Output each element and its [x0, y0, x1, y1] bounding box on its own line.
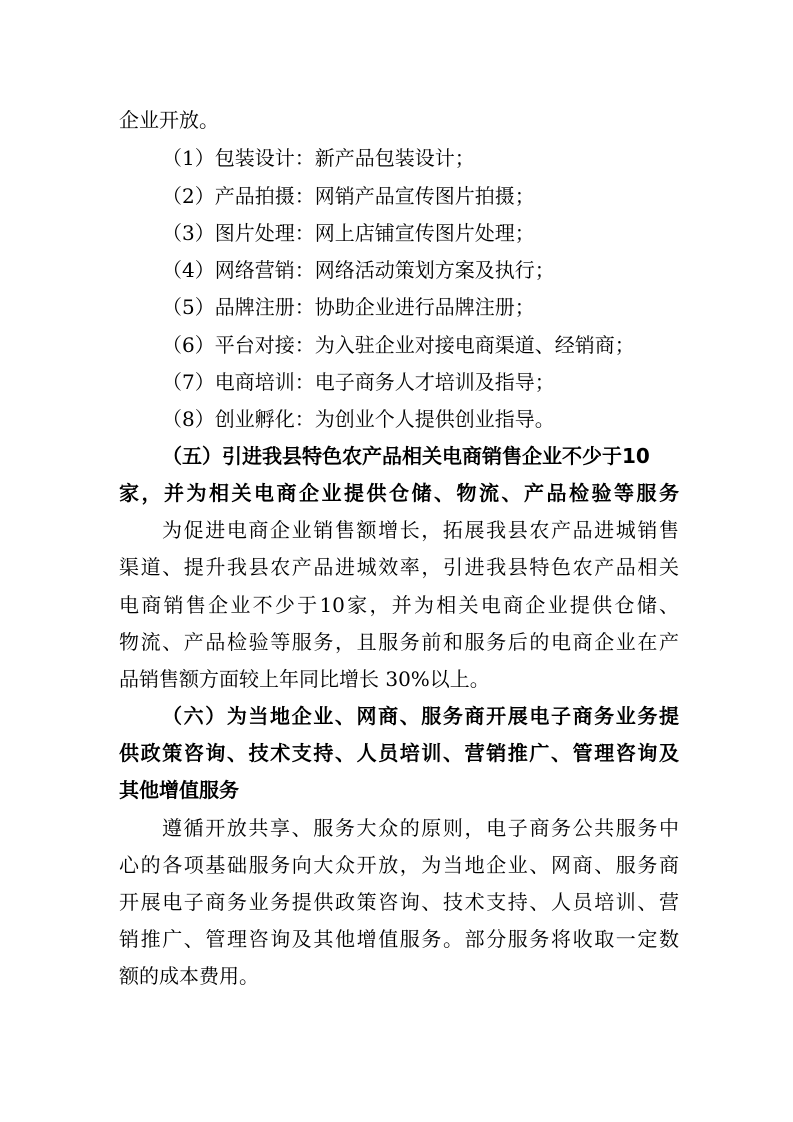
section6-body: 销推广、管理咨询及其他增值服务。部分服务将收取一定数: [119, 927, 679, 951]
service-item: （6）平台对接：为入驻企业对接电商渠道、经销商；: [162, 333, 635, 357]
section5-body: 为促进电商企业销售额增长，拓展我县农产品进城销售: [162, 518, 679, 542]
section6-body: 遵循开放共享、服务大众的原则，电子商务公共服务中: [162, 816, 679, 840]
service-item: （4）网络营销：网络活动策划方案及执行；: [162, 258, 555, 282]
section5-body: 物流、产品检验等服务，且服务前和服务后的电商企业在产: [119, 630, 679, 654]
section6-body: 额的成本费用。: [119, 964, 259, 988]
service-item: （5）品牌注册：协助企业进行品牌注册；: [162, 295, 535, 319]
section5-body: 电商销售企业不少于10家，并为相关电商企业提供仓储、: [119, 593, 679, 617]
section5-body: 渠道、提升我县农产品进城效率，引进我县特色农产品相关: [119, 555, 679, 579]
service-item: （1）包装设计：新产品包装设计；: [162, 146, 475, 170]
section6-heading: （六）为当地企业、网商、服务商开展电子商务业务提: [162, 704, 679, 728]
service-item: （7）电商培训：电子商务人才培训及指导；: [162, 370, 555, 394]
section6-heading: 其他增值服务: [119, 778, 239, 802]
service-item: （8）创业孵化：为创业个人提供创业指导。: [162, 407, 555, 431]
section5-heading: （五）引进我县特色农产品相关电商销售企业不少于10: [162, 444, 650, 468]
section6-body: 开展电子商务业务提供政策咨询、技术支持、人员培训、营: [119, 890, 679, 914]
paragraph-continuation: 企业开放。: [119, 108, 219, 132]
section6-heading: 供政策咨询、技术支持、人员培训、营销推广、管理咨询及: [119, 741, 679, 765]
service-item: （3）图片处理：网上店铺宣传图片处理；: [162, 221, 535, 245]
section6-body: 心的各项基础服务向大众开放，为当地企业、网商、服务商: [119, 853, 679, 877]
section5-body: 品销售额方面较上年同比增长 30%以上。: [119, 667, 490, 691]
section5-heading: 家，并为相关电商企业提供仓储、物流、产品检验等服务: [119, 481, 679, 505]
service-item: （2）产品拍摄：网销产品宣传图片拍摄；: [162, 184, 535, 208]
